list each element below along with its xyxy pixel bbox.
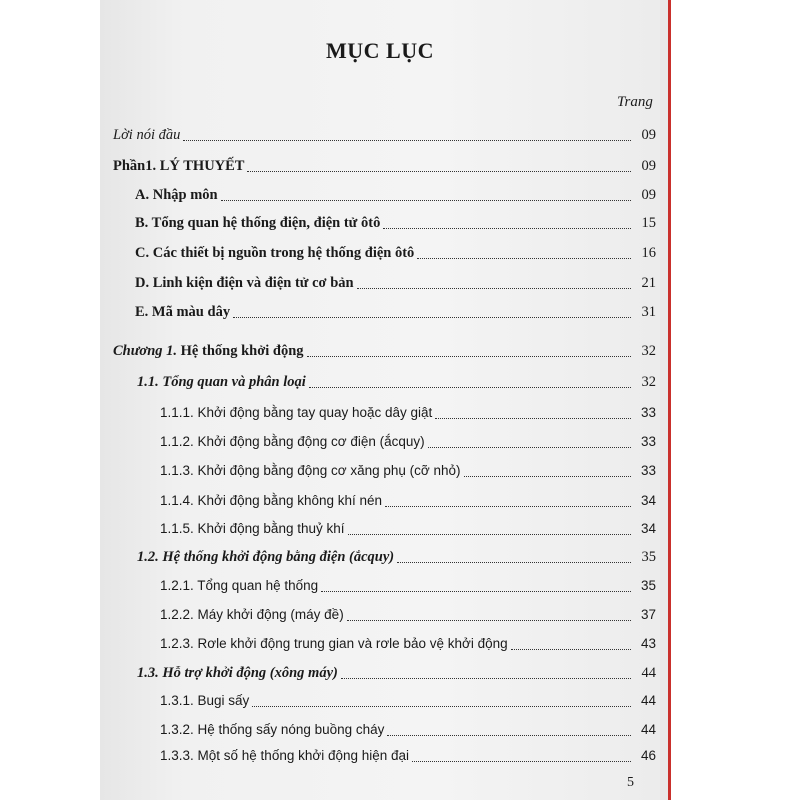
dot-leader: [464, 476, 631, 477]
toc-entry: [135, 301, 656, 323]
toc-entry: [137, 662, 656, 684]
toc-entry: [135, 212, 656, 234]
toc-entry: [160, 745, 656, 767]
toc-entry: [135, 272, 656, 294]
toc-entry-label: E. Mã màu dây: [135, 304, 231, 320]
dot-leader: [183, 140, 631, 141]
dot-leader: [435, 418, 631, 419]
page-number: 5: [627, 775, 634, 790]
dot-leader: [385, 506, 631, 507]
dot-leader: [347, 620, 631, 621]
dot-leader: [221, 200, 631, 201]
toc-entry: [137, 371, 656, 393]
toc-entry-label: 1.1.1. Khởi động bằng tay quay hoặc dây giật: [160, 405, 433, 420]
dot-leader: [247, 171, 631, 172]
dot-leader: [309, 387, 631, 388]
toc-entry-label: D. Linh kiện điện và điện tử cơ bản: [135, 275, 354, 291]
dot-leader: [511, 649, 631, 650]
toc-entry-label: 1.2.2. Máy khởi động (máy đề): [160, 607, 344, 622]
toc-entry-label: 1.2. Hệ thống khởi động bằng điện (ắcquy): [137, 549, 395, 565]
chapter-prefix: Chương 1.: [113, 343, 178, 359]
dot-leader: [307, 356, 631, 357]
toc-entry-label: C. Các thiết bị nguồn trong hệ thống điện ôtô: [135, 245, 415, 261]
toc-entry: [160, 575, 656, 597]
toc-entry-label: 1.2.3. Rơle khởi động trung gian và rơle bảo vệ khởi động: [160, 636, 508, 651]
toc-entry: [160, 633, 656, 655]
toc-entry-label: 1.1.2. Khởi động bằng động cơ điện (ắcquy): [160, 434, 425, 449]
toc-entry-page: 33: [640, 463, 656, 478]
toc-entry-page: 33: [640, 405, 656, 420]
toc-entry-page: 16: [641, 245, 656, 261]
toc-entry-label: Phần1. LÝ THUYẾT: [113, 158, 245, 174]
dot-leader: [233, 317, 631, 318]
dot-leader: [321, 591, 631, 592]
toc-entry-page: 33: [640, 434, 656, 449]
toc-entry-page: 44: [640, 722, 656, 737]
toc-entry-page: 09: [641, 127, 656, 143]
toc-entry-label: 1.3. Hỗ trợ khởi động (xông máy): [137, 665, 338, 681]
toc-entry: [160, 431, 656, 453]
toc-entry: [137, 546, 656, 568]
toc-entry-page: 35: [640, 578, 656, 593]
toc-entry-label: 1.1.5. Khởi động bằng thuỷ khí: [160, 521, 345, 536]
chapter-title: Hệ thống khởi động: [180, 343, 304, 359]
toc-entry-page: 09: [641, 158, 656, 174]
toc-title: MỤC LỤC: [326, 38, 434, 63]
toc-entry-page: 15: [641, 215, 656, 231]
toc-entry: [113, 340, 656, 362]
toc-entry-label: 1.3.1. Bugi sấy: [160, 693, 250, 708]
page-column-header: Trang: [617, 94, 653, 110]
toc-entry-page: 37: [640, 607, 656, 622]
toc-entry-page: 32: [641, 343, 656, 359]
toc-entry-label: 1.1.3. Khởi động bằng động cơ xăng phụ (cỡ nhỏ): [160, 463, 461, 478]
toc-entry: [160, 690, 656, 712]
dot-leader: [252, 706, 631, 707]
toc-entry-page: 34: [640, 521, 656, 536]
dot-leader: [428, 447, 631, 448]
dot-leader: [397, 562, 631, 563]
toc-entry: [160, 518, 656, 540]
toc-entry-label: 1.3.2. Hệ thống sấy nóng buồng cháy: [160, 722, 385, 737]
dot-leader: [412, 761, 631, 762]
toc-entry-label: B. Tổng quan hệ thống điện, điện tử ôtô: [135, 215, 381, 231]
toc-entry-page: 43: [640, 636, 656, 651]
dot-leader: [341, 678, 631, 679]
toc-entry-page: 21: [641, 275, 656, 291]
dot-leader: [357, 288, 631, 289]
toc-entry: [160, 490, 656, 512]
toc-entry-page: 34: [640, 493, 656, 508]
dot-leader: [348, 534, 632, 535]
toc-entry-label: 1.2.1. Tổng quan hệ thống: [160, 578, 319, 593]
toc-entry: [113, 124, 656, 146]
toc-entry-label: 1.1.4. Khởi động bằng không khí nén: [160, 493, 383, 508]
toc-entry-label: A. Nhập môn: [135, 187, 218, 203]
page-edge: [660, 0, 668, 800]
toc-entry-label: [113, 340, 304, 362]
book-cover-edge: [668, 0, 671, 800]
toc-entry: [135, 184, 656, 206]
dot-leader: [383, 228, 631, 229]
dot-leader: [417, 258, 631, 259]
dot-leader: [387, 735, 631, 736]
toc-entry-label: 1.1. Tổng quan và phân loại: [137, 374, 306, 390]
toc-entry-page: 31: [641, 304, 656, 320]
toc-entry-page: 44: [640, 693, 656, 708]
toc-entry-label: Lời nói đầu: [113, 127, 181, 143]
toc-entry-page: 09: [641, 187, 656, 203]
toc-entry: [160, 604, 656, 626]
toc-entry: [160, 719, 656, 741]
toc-entry: [160, 402, 656, 424]
toc-entry: [113, 155, 656, 177]
toc-entry-label: 1.3.3. Một số hệ thống khởi động hiện đại: [160, 748, 410, 763]
toc-entry-page: 46: [640, 748, 656, 763]
toc-entry: [160, 460, 656, 482]
toc-entry-page: 35: [641, 549, 656, 565]
toc-entry-page: 32: [641, 374, 656, 390]
toc-entry: [135, 242, 656, 264]
toc-entry-page: 44: [641, 665, 656, 681]
